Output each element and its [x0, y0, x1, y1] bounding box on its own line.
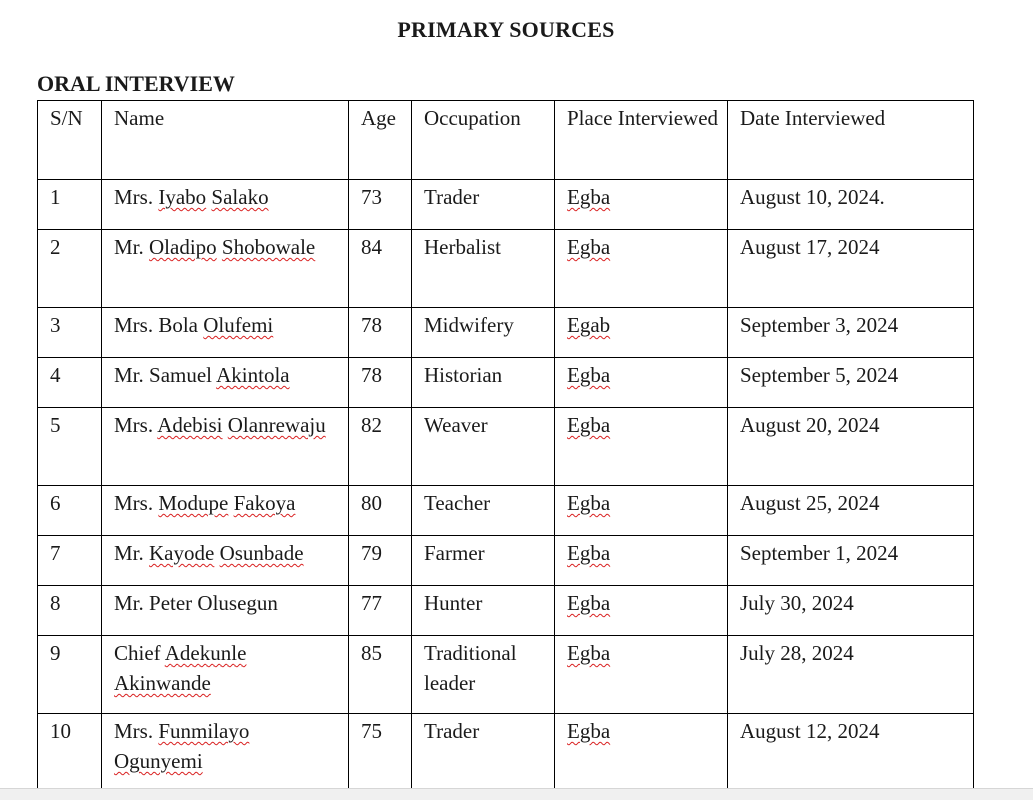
spellcheck-flagged-word: Egba: [567, 413, 611, 437]
cell-place-interviewed: [555, 586, 728, 636]
cell-place-interviewed: [555, 486, 728, 536]
cell-occupation: Traditional leader: [412, 636, 555, 714]
cell-name: Mrs. Adebisi Olanrewaju: [102, 408, 349, 486]
cell-date-interviewed: July 30, 2024: [728, 586, 974, 636]
cell-age: 78: [349, 358, 412, 408]
cell-age: 85: [349, 636, 412, 714]
cell-sn: 5: [38, 408, 102, 486]
spellcheck-flagged-word: Akinwande: [114, 671, 211, 695]
cell-name: Mr. Samuel Akintola: [102, 358, 349, 408]
window-bottom-edge: [0, 788, 1033, 800]
cell-age: 79: [349, 536, 412, 586]
cell-place-interviewed: [555, 358, 728, 408]
cell-sn: 4: [38, 358, 102, 408]
cell-occupation: Herbalist: [412, 230, 555, 308]
cell-name: Mrs. Iyabo Salako: [102, 180, 349, 230]
cell-sn: 8: [38, 586, 102, 636]
table-row: [38, 358, 974, 408]
header-sn: S/N: [38, 101, 102, 180]
header-place-interviewed: Place Interviewed: [555, 101, 728, 180]
document-title: PRIMARY SOURCES: [397, 17, 615, 42]
cell-sn: 7: [38, 536, 102, 586]
header-occupation: Occupation: [412, 101, 555, 180]
spellcheck-flagged-word: Egba: [567, 363, 611, 387]
spellcheck-flagged-word: Adekunle: [164, 641, 247, 665]
cell-age: 80: [349, 486, 412, 536]
cell-occupation: Trader: [412, 714, 555, 789]
cell-date-interviewed: September 1, 2024: [728, 536, 974, 586]
cell-sn: 3: [38, 308, 102, 358]
cell-date-interviewed: September 3, 2024: [728, 308, 974, 358]
cell-place-interviewed: [555, 180, 728, 230]
cell-sn: 6: [38, 486, 102, 536]
cell-age: 84: [349, 230, 412, 308]
spellcheck-flagged-word: Ogunyemi: [114, 749, 203, 773]
cell-date-interviewed: August 20, 2024: [728, 408, 974, 486]
cell-name: Mr. Kayode Osunbade: [102, 536, 349, 586]
spellcheck-flagged-word: Salako: [211, 185, 269, 209]
cell-date-interviewed: August 17, 2024: [728, 230, 974, 308]
spellcheck-flagged-word: Egba: [567, 641, 611, 665]
cell-age: 75: [349, 714, 412, 789]
table-row: [38, 408, 974, 486]
cell-age: 78: [349, 308, 412, 358]
cell-date-interviewed: July 28, 2024: [728, 636, 974, 714]
cell-sn: 10: [38, 714, 102, 789]
spellcheck-flagged-word: Egab: [567, 313, 611, 337]
spellcheck-flagged-word: Shobowale: [221, 235, 316, 259]
cell-date-interviewed: August 25, 2024: [728, 486, 974, 536]
header-date-interviewed: Date Interviewed: [728, 101, 974, 180]
cell-date-interviewed: August 10, 2024.: [728, 180, 974, 230]
spellcheck-flagged-word: Iyabo: [158, 185, 207, 209]
table-row: [38, 308, 974, 358]
table-header-row: [38, 101, 974, 180]
spellcheck-flagged-word: Adebisi: [157, 413, 223, 437]
cell-occupation: Trader: [412, 180, 555, 230]
cell-date-interviewed: September 5, 2024: [728, 358, 974, 408]
cell-sn: 2: [38, 230, 102, 308]
cell-occupation: Midwifery: [412, 308, 555, 358]
header-age: Age: [349, 101, 412, 180]
cell-place-interviewed: [555, 308, 728, 358]
spellcheck-flagged-word: Kayode: [149, 541, 215, 565]
cell-age: 77: [349, 586, 412, 636]
cell-occupation: Farmer: [412, 536, 555, 586]
cell-place-interviewed: [555, 408, 728, 486]
spellcheck-flagged-word: Olanrewaju: [227, 413, 326, 437]
cell-place-interviewed: [555, 714, 728, 789]
section-heading: ORAL INTERVIEW: [37, 71, 235, 96]
cell-age: 82: [349, 408, 412, 486]
cell-name: Mr. Oladipo Shobowale: [102, 230, 349, 308]
cell-name: Mrs. Modupe Fakoya: [102, 486, 349, 536]
spellcheck-flagged-word: Egba: [567, 591, 611, 615]
table-row: [38, 230, 974, 308]
cell-place-interviewed: [555, 636, 728, 714]
cell-place-interviewed: [555, 536, 728, 586]
cell-name: Mrs. Funmilayo Ogunyemi: [102, 714, 349, 789]
spellcheck-flagged-word: Oladipo: [149, 235, 217, 259]
cell-name: Mrs. Bola Olufemi: [102, 308, 349, 358]
table-row: [38, 636, 974, 714]
spellcheck-flagged-word: Egba: [567, 719, 611, 743]
cell-sn: 9: [38, 636, 102, 714]
table-row: [38, 536, 974, 586]
cell-date-interviewed: August 12, 2024: [728, 714, 974, 789]
cell-occupation: Historian: [412, 358, 555, 408]
table-row: [38, 180, 974, 230]
cell-place-interviewed: [555, 230, 728, 308]
spellcheck-flagged-word: Egba: [567, 491, 611, 515]
spellcheck-flagged-word: Egba: [567, 185, 611, 209]
cell-occupation: Teacher: [412, 486, 555, 536]
cell-name: Mr. Peter Olusegun: [102, 586, 349, 636]
table-body: [38, 180, 974, 789]
cell-age: 73: [349, 180, 412, 230]
spellcheck-flagged-word: Olufemi: [203, 313, 274, 337]
cell-name: Chief Adekunle Akinwande: [102, 636, 349, 714]
spellcheck-flagged-word: Akintola: [216, 363, 290, 387]
table-row: [38, 586, 974, 636]
header-name: Name: [102, 101, 349, 180]
spellcheck-flagged-word: Fakoya: [233, 491, 296, 515]
spellcheck-flagged-word: Egba: [567, 541, 611, 565]
oral-interview-table: [37, 100, 974, 788]
spellcheck-flagged-word: Egba: [567, 235, 611, 259]
spellcheck-flagged-word: Osunbade: [219, 541, 304, 565]
cell-occupation: Weaver: [412, 408, 555, 486]
cell-occupation: Hunter: [412, 586, 555, 636]
cell-sn: 1: [38, 180, 102, 230]
table-row: [38, 714, 974, 789]
table-row: [38, 486, 974, 536]
spellcheck-flagged-word: Funmilayo: [158, 719, 250, 743]
spellcheck-flagged-word: Modupe: [158, 491, 229, 515]
